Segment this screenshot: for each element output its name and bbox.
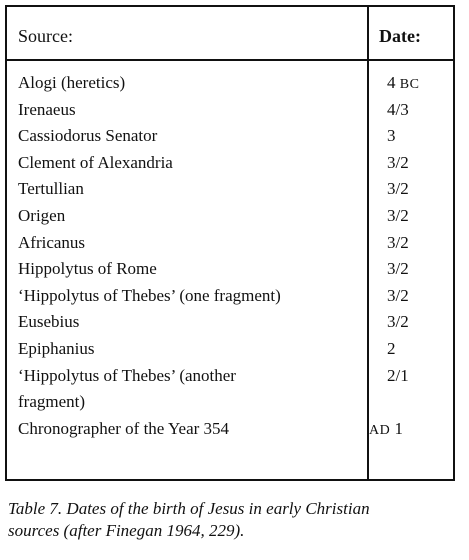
source-cell — [18, 152, 173, 179]
date-value: 2 — [387, 338, 396, 358]
source-text: Africanus — [18, 232, 86, 252]
table-row — [7, 418, 453, 445]
source-text: fragment) — [18, 392, 86, 412]
source-cell — [18, 232, 85, 259]
table-row — [7, 258, 453, 285]
table-row — [7, 125, 453, 152]
date-value: 4 — [387, 73, 396, 92]
source-text: Tertullian — [18, 179, 84, 199]
source-text: Alogi (heretics) — [18, 73, 126, 92]
source-cell — [18, 258, 157, 285]
source-text: Hippolytus of Rome — [18, 259, 157, 279]
table-row — [7, 311, 453, 338]
date-cell — [387, 232, 409, 254]
data-table — [5, 5, 455, 481]
date-value: 3/2 — [387, 152, 409, 172]
date-value: 3/2 — [387, 285, 409, 305]
date-value: 3/2 — [387, 312, 409, 332]
source-text: Epiphanius — [18, 338, 95, 358]
source-cell — [18, 178, 84, 205]
table-row — [7, 72, 453, 99]
header-divider — [7, 59, 453, 61]
source-text: Cassiodorus Senator — [18, 126, 158, 146]
date-value: 3/2 — [387, 179, 409, 199]
date-cell — [369, 418, 403, 442]
source-cell — [18, 338, 95, 365]
date-cell — [387, 125, 396, 147]
source-cell — [18, 365, 236, 418]
source-cell — [18, 125, 157, 152]
table-row — [7, 365, 453, 418]
header-date: Date: — [379, 26, 421, 46]
date-value: 2/1 — [387, 365, 409, 385]
date-cell — [387, 311, 409, 333]
table-row — [7, 178, 453, 205]
date-value: 3 — [387, 126, 396, 146]
date-value: 3/2 — [387, 232, 409, 252]
date-cell — [387, 338, 396, 360]
date-value: 4/3 — [387, 99, 409, 119]
table-row — [7, 285, 453, 312]
source-text: ‘Hippolytus of Thebes’ (another — [18, 365, 236, 385]
date-cell — [387, 178, 409, 200]
date-cell — [387, 72, 419, 96]
source-text: Irenaeus — [18, 99, 76, 119]
table-row — [7, 232, 453, 259]
date-cell — [387, 365, 409, 387]
source-cell — [18, 205, 65, 232]
date-value: 1 — [394, 418, 403, 438]
table-body — [7, 72, 453, 444]
table-caption — [8, 498, 453, 542]
source-cell — [18, 311, 79, 338]
date-cell — [387, 258, 409, 280]
source-text: Chronographer of the Year 354 — [18, 418, 230, 438]
source-cell — [18, 285, 281, 312]
source-cell — [18, 99, 76, 126]
date-cell — [387, 99, 409, 121]
caption-line: Table 7. Dates of the birth of Jesus in early Christian — [8, 499, 370, 518]
date-cell — [387, 205, 409, 227]
source-cell — [18, 72, 125, 99]
table-row — [7, 152, 453, 179]
table-row — [7, 338, 453, 365]
source-cell — [18, 418, 229, 445]
date-cell — [387, 285, 409, 307]
date-value: 3/2 — [387, 205, 409, 225]
source-text: Origen — [18, 205, 66, 225]
source-text: Clement of Alexandria — [18, 152, 173, 172]
caption-line: sources (after Finegan 1964, 229). — [8, 521, 245, 540]
table-row — [7, 205, 453, 232]
header-source: Source: — [18, 26, 73, 46]
source-text: ‘Hippolytus of Thebes’ (one fragment) — [18, 285, 281, 305]
date-value: 3/2 — [387, 259, 409, 279]
era-label: BC — [399, 77, 420, 92]
era-label: AD — [369, 422, 391, 438]
source-text: Eusebius — [18, 312, 80, 332]
table-row — [7, 99, 453, 126]
date-cell — [387, 152, 409, 174]
